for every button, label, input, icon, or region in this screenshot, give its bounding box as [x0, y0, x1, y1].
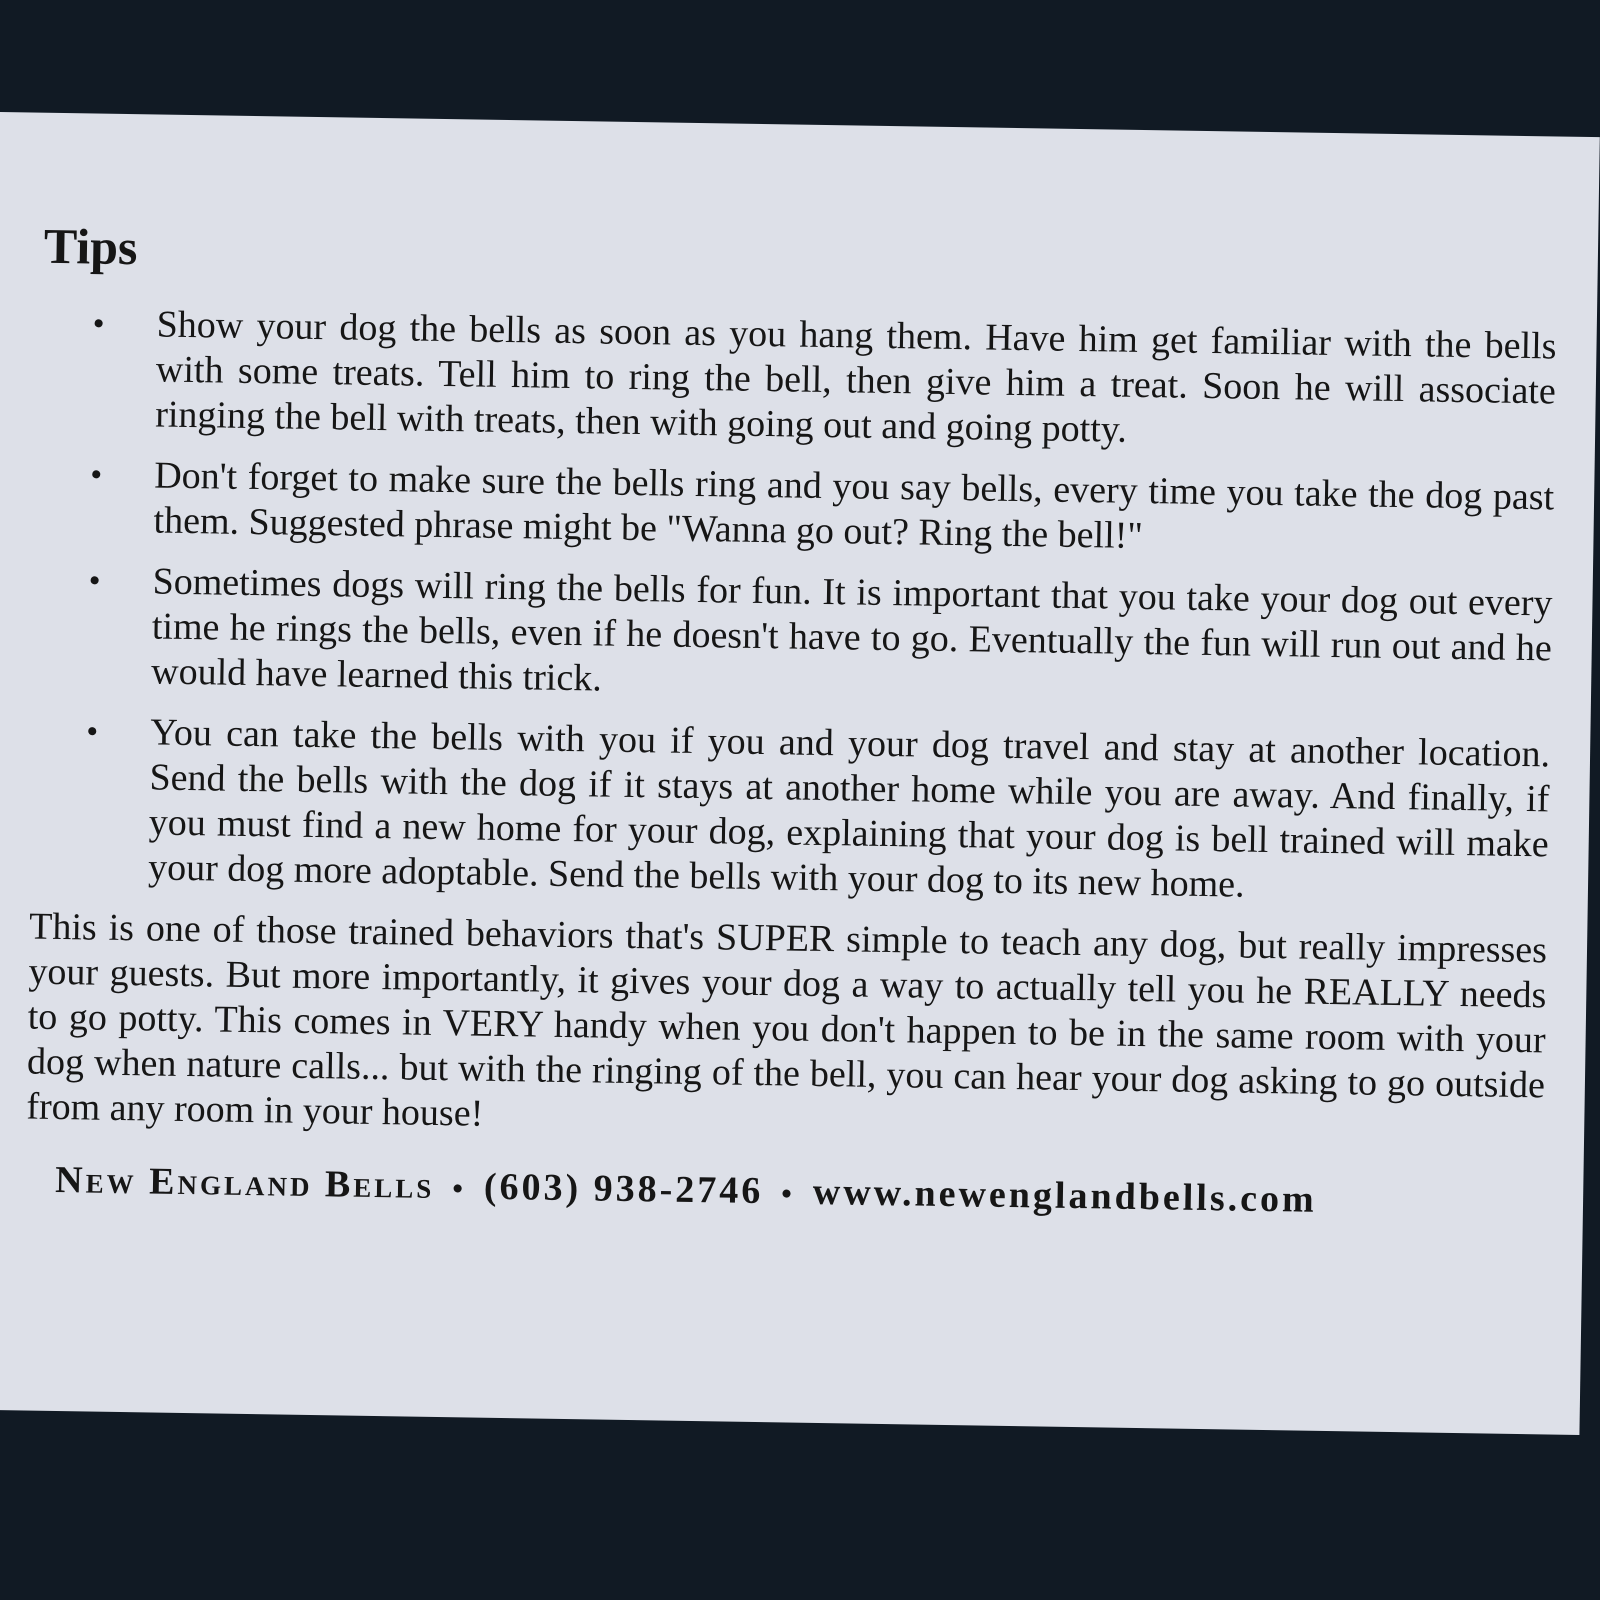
bullet-icon: •	[92, 305, 105, 343]
website-url: www.newenglandbells.com	[812, 1170, 1318, 1221]
phone-number: (603) 938-2746	[483, 1165, 764, 1213]
bullet-icon: •	[85, 713, 99, 751]
brand-name: New England Bells	[54, 1159, 435, 1207]
tips-list	[30, 301, 1557, 913]
page-title: Tips	[43, 217, 138, 276]
footer-contact	[55, 1158, 1544, 1225]
separator-dot: •	[781, 1177, 796, 1211]
list-item	[30, 709, 1551, 913]
tip-text: You can take the bells with you if you and your dog travel and stay at another location. Send the bells with the dog if it stays at another home while you are away. And finally, if you must find a new home for your dog, explaining that your dog is bell trained will make your dog more adoptable. Send the bells with your dog to its new home.	[147, 711, 1551, 906]
separator-dot: •	[452, 1172, 467, 1206]
summary-paragraph: This is one of those trained behaviors that's SUPER simple to teach any dog, but really impresses your guests. But more importantly, it gives your dog a way to actually tell you he REALLY needs to go potty. This comes in VERY handy when you don't happen to be in the same room with your dog when nature calls... but with the ringing of the bell, you can hear your dog asking to go outside from any room in your house!	[26, 905, 1548, 1135]
list-item	[37, 301, 1557, 460]
list-item	[35, 452, 1554, 566]
tips-card	[0, 112, 1600, 1435]
tip-text: Don't forget to make sure the bells ring and you say bells, every time you take the dog past them. Suggested phrase might be "Wanna go out? Ring the bell!"	[153, 454, 1555, 558]
tip-text: Show your dog the bells as soon as you hang them. Have him get familiar with the bells with some treats. Tell him to ring the bell, then give him a treat. Soon he will associate ringing the bell with treats, then with going out and going potty.	[154, 303, 1557, 451]
tip-text: Sometimes dogs will ring the bells for fun. It is important that you take your dog out every time he rings the bells, even if he doesn't have to go. Eventually the fun will run out and he would have learned this trick.	[150, 560, 1553, 700]
bullet-icon: •	[88, 562, 101, 600]
bullet-icon: •	[90, 456, 103, 494]
list-item	[33, 558, 1553, 717]
